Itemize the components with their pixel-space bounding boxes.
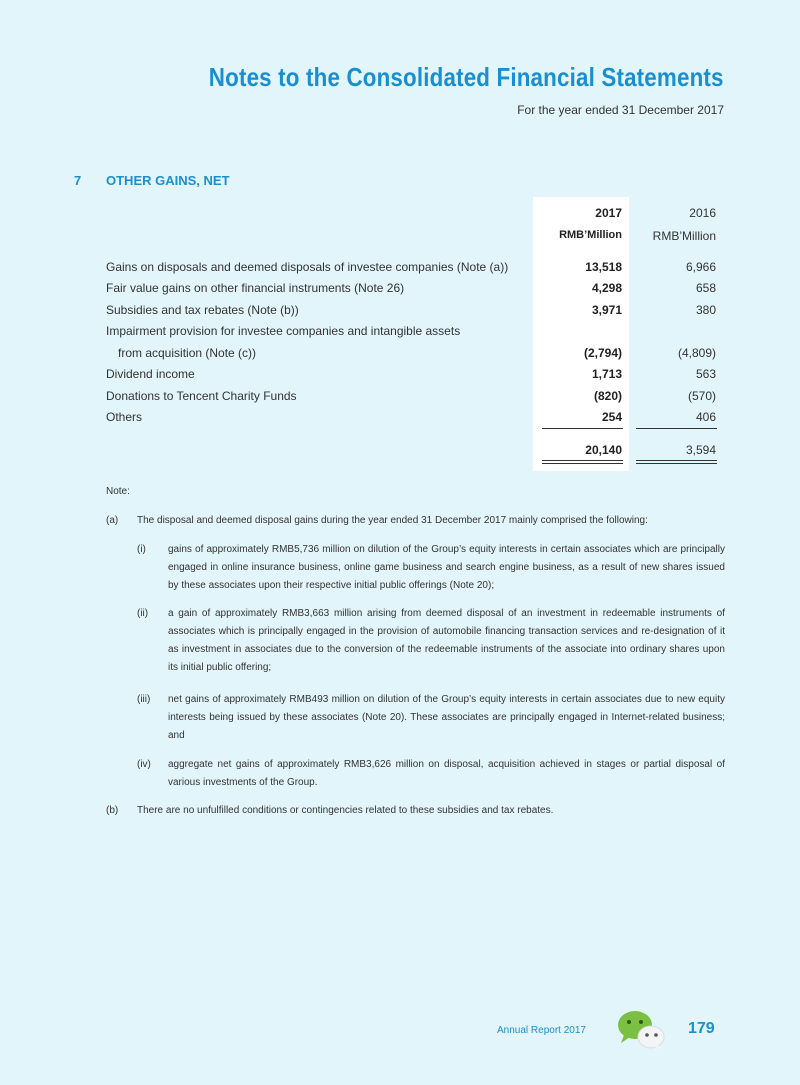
note-a-ii-text: a gain of approximately RMB3,663 million arising from deemed disposal of an investment in redeemable instruments of associates which is principally engaged in the provision of automobile financing transaction services and re-designation of it as investment in associates due to the conversion of the redeemable instruments of the associate into ordinary shares upon its initial public offering; (168, 608, 725, 673)
column-year-2016: 2016 (689, 206, 716, 220)
footer-annual-report: Annual Report 2017 (497, 1025, 586, 1036)
note-a-i-text: gains of approximately RMB5,736 million on dilution of the Group’s equity interests in certain associates which are principally engaged in online insurance business, online game business and search engine business, as a result of new shares issued by these associates upon their respective initial public offerings (Note 20); (168, 544, 725, 591)
value-2016-impairment: (4,809) (677, 346, 716, 360)
note-a-iv-text: aggregate net gains of approximately RMB3,626 million on disposal, acquisition achieved in stages or partial disposal of various investments of the Group. (168, 759, 725, 788)
note-b-text: There are no unfulfilled conditions or contingencies related to these subsidies and tax rebates. (137, 805, 554, 816)
value-2016-donations: (570) (687, 389, 716, 403)
value-2016-fair-value-gains: 658 (695, 281, 716, 295)
total-double-rule-2017-top (542, 460, 623, 461)
note-a-text: The disposal and deemed disposal gains during the year ended 31 December 2017 mainly comprised the following: (137, 515, 648, 526)
value-2016-dividend: 563 (695, 367, 716, 381)
total-double-rule-2017-bottom (542, 463, 623, 464)
note-a-iii-text: net gains of approximately RMB493 million on dilution of the Group’s equity interests in certain associates due to new equity interests being issued by these associates (Note 20). These associates are principally engaged in Internet-related business; and (168, 694, 725, 741)
row-label-impairment-cont: from acquisition (Note (c)) (118, 346, 257, 360)
section-title: OTHER GAINS, NET (106, 173, 230, 188)
row-label-subsidies: Subsidies and tax rebates (Note (b)) (106, 303, 299, 317)
wechat-logo-icon (614, 1008, 670, 1052)
row-label-disposal-gains: Gains on disposals and deemed disposals of investee companies (Note (a)) (106, 260, 509, 274)
value-2016-others: 406 (695, 410, 716, 424)
row-label-dividend: Dividend income (106, 367, 195, 381)
total-double-rule-2016-top (636, 460, 717, 461)
page-number: 179 (688, 1020, 715, 1037)
total-2017: 20,140 (585, 443, 622, 457)
row-label-donations: Donations to Tencent Charity Funds (106, 389, 297, 403)
note-a-i-marker: (i) (137, 544, 146, 555)
total-2016: 3,594 (685, 443, 716, 457)
subtotal-rule-2017 (542, 428, 623, 429)
column-year-2017: 2017 (595, 206, 622, 220)
value-2017-impairment: (2,794) (583, 346, 622, 360)
note-a-marker: (a) (106, 515, 119, 526)
page-subtitle: For the year ended 31 December 2017 (517, 103, 724, 117)
value-2017-others: 254 (601, 410, 622, 424)
notes-heading: Note: (106, 486, 130, 497)
value-2017-donations: (820) (593, 389, 622, 403)
subtotal-rule-2016 (636, 428, 717, 429)
note-b-marker: (b) (106, 805, 119, 816)
value-2016-subsidies: 380 (695, 303, 716, 317)
value-2016-disposal-gains: 6,966 (685, 260, 716, 274)
row-label-fair-value-gains: Fair value gains on other financial instruments (Note 26) (106, 281, 405, 295)
row-label-others: Others (106, 410, 143, 424)
value-2017-subsidies: 3,971 (591, 303, 622, 317)
value-2017-fair-value-gains: 4,298 (591, 281, 622, 295)
note-a-ii-marker: (ii) (137, 608, 149, 619)
section-number: 7 (74, 173, 82, 188)
value-2017-dividend: 1,713 (591, 367, 622, 381)
column-unit-2017: RMB’Million (559, 229, 622, 241)
value-2017-disposal-gains: 13,518 (585, 260, 622, 274)
column-unit-2016: RMB’Million (652, 229, 716, 243)
page-title: Notes to the Consolidated Financial Statements (209, 62, 724, 92)
note-a-iv-marker: (iv) (137, 759, 151, 770)
note-a-iii-marker: (iii) (137, 694, 151, 705)
total-double-rule-2016-bottom (636, 463, 717, 464)
row-label-impairment: Impairment provision for investee companies and intangible assets (106, 324, 461, 338)
